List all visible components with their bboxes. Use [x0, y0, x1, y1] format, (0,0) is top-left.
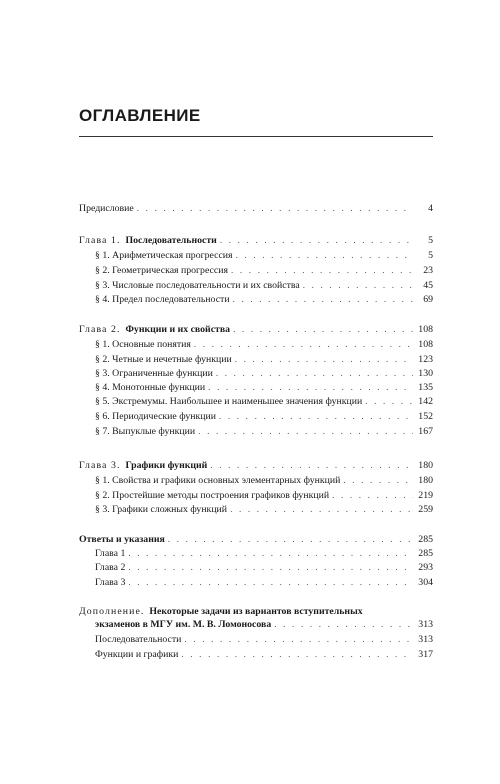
toc-entry-label: Глава 1 [95, 548, 126, 559]
leader-dots [235, 353, 413, 366]
toc-answers-item[interactable] [95, 547, 433, 560]
toc-entry-page: 4 [428, 203, 433, 214]
leader-dots [233, 293, 413, 306]
toc-entry-page: 152 [418, 411, 433, 422]
toc-entry-label: Последовательности [95, 634, 182, 645]
leader-dots [181, 648, 413, 661]
leader-dots [303, 279, 413, 292]
chapter-heading [79, 323, 233, 336]
toc-entry-label: Функции и графики [95, 649, 179, 660]
chapter-title: Функции и их свойства [125, 324, 231, 335]
leader-dots [208, 381, 413, 394]
toc-entry-page: 69 [423, 294, 433, 305]
leader-dots [210, 459, 413, 472]
leader-dots [219, 410, 413, 423]
toc-entry-page: 142 [418, 396, 433, 407]
toc-appendix-item[interactable] [95, 648, 433, 661]
chapter-heading [79, 459, 210, 472]
toc-entry-page: 285 [418, 548, 433, 559]
toc-section[interactable] [95, 367, 433, 380]
toc-section[interactable] [95, 489, 433, 502]
chapter-prefix: Глава 3. [79, 460, 121, 471]
toc-chapter-1[interactable] [79, 234, 433, 247]
appendix-prefix: Дополнение. [79, 606, 145, 617]
toc-entry-label: § 3. Числовые последовательности и их свойства [95, 280, 300, 291]
toc-entry-label: § 3. Графики сложных функций [95, 504, 228, 515]
toc-entry-page: 130 [418, 368, 433, 379]
toc-entry-label: § 1. Арифметическая прогрессия [95, 250, 233, 261]
chapter-prefix: Глава 1. [79, 235, 121, 246]
toc-appendix-item[interactable] [95, 633, 433, 646]
toc-entry-page: 317 [418, 649, 433, 660]
leader-dots [343, 474, 413, 487]
toc-entry-label: § 2. Геометрическая прогрессия [95, 265, 228, 276]
leader-dots [230, 503, 413, 516]
toc-entry-page: 285 [418, 534, 433, 545]
toc-entry-page: 108 [418, 324, 433, 335]
leader-dots [194, 338, 413, 351]
toc-entry-label: § 2. Четные и нечетные функции [95, 354, 232, 365]
chapter-title: Графики функций [125, 460, 208, 471]
toc-entry-page: 313 [418, 634, 433, 645]
toc-entry-page: 219 [418, 490, 433, 501]
toc-entry-label: § 4. Предел последовательности [95, 294, 230, 305]
leader-dots [184, 633, 413, 646]
leader-dots [231, 264, 413, 277]
toc-entry-label: § 5. Экстремумы. Наибольшее и наименьшее значения функции [95, 396, 363, 407]
toc-entry-label: § 6. Периодические функции [95, 411, 216, 422]
toc-section[interactable] [95, 293, 433, 306]
leader-dots [332, 489, 413, 502]
toc-entry-page: 293 [418, 562, 433, 573]
toc-section[interactable] [95, 381, 433, 394]
toc-chapter-2[interactable] [79, 323, 433, 336]
chapter-heading [79, 234, 220, 247]
chapter-prefix: Глава 2. [79, 324, 121, 335]
toc-entry-page: 108 [418, 339, 433, 350]
toc-entry-label: § 3. Ограниченные функции [95, 368, 213, 379]
leader-dots [198, 425, 413, 438]
toc-section[interactable] [95, 264, 433, 277]
toc-entry-page: 5 [428, 250, 433, 261]
toc-section[interactable] [95, 338, 433, 351]
leader-dots [128, 576, 413, 589]
toc-answers[interactable] [79, 533, 433, 546]
appendix-title-line2: экзаменов в МГУ им. М. В. Ломоносова [95, 619, 272, 630]
toc-entry-preface[interactable] [79, 202, 433, 215]
toc-entry-label: § 2. Простейшие методы построения графиков функций [95, 490, 330, 501]
toc-chapter-3[interactable] [79, 459, 433, 472]
toc-section[interactable] [95, 353, 433, 366]
toc-section[interactable] [95, 249, 433, 262]
toc-section[interactable] [95, 503, 433, 516]
toc-entry-page: 180 [418, 475, 433, 486]
toc-entry-page: 5 [428, 235, 433, 246]
toc-appendix-title[interactable] [95, 618, 433, 631]
toc-answers-item[interactable] [95, 561, 433, 574]
toc-entry-page: 313 [418, 619, 433, 630]
toc-section[interactable] [95, 474, 433, 487]
toc-entry-page: 304 [418, 577, 433, 588]
toc-appendix-heading[interactable] [79, 605, 363, 618]
toc-entry-label: Глава 2 [95, 562, 126, 573]
toc-entry-page: 123 [418, 354, 433, 365]
leader-dots [220, 234, 413, 247]
toc-entry-label: § 1. Основные понятия [95, 339, 191, 350]
leader-dots [236, 249, 413, 262]
toc-entry-label: § 1. Свойства и графики основных элементарных функций [95, 475, 341, 486]
leader-dots [216, 367, 413, 380]
toc-entry-label: Предисловие [79, 203, 134, 214]
toc-entry-label: § 7. Выпуклые функции [95, 426, 196, 437]
chapter-title: Последовательности [125, 235, 217, 246]
leader-dots [128, 561, 413, 574]
toc-entry-label: § 4. Монотонные функции [95, 382, 206, 393]
toc-answers-item[interactable] [95, 576, 433, 589]
toc-entry-page: 180 [418, 460, 433, 471]
toc-section[interactable] [95, 425, 433, 438]
answers-title: Ответы и указания [79, 534, 165, 545]
leader-dots [128, 547, 413, 560]
toc-section[interactable] [95, 410, 433, 423]
toc-section[interactable] [95, 395, 433, 408]
appendix-title-line1: Некоторые задачи из вариантов вступительных [149, 606, 363, 617]
leader-dots [168, 533, 413, 546]
toc-entry-page: 23 [423, 265, 433, 276]
leader-dots [137, 202, 413, 215]
toc-section[interactable] [95, 279, 433, 292]
leader-dots [233, 323, 413, 336]
leader-dots [365, 395, 413, 408]
toc-entry-page: 135 [418, 382, 433, 393]
leader-dots [274, 618, 413, 631]
toc-entry-page: 167 [418, 426, 433, 437]
page-title: ОГЛАВЛЕНИЕ [79, 106, 201, 125]
toc-entry-page: 259 [418, 504, 433, 515]
toc-entry-label: Глава 3 [95, 577, 126, 588]
toc-entry-page: 45 [423, 280, 433, 291]
